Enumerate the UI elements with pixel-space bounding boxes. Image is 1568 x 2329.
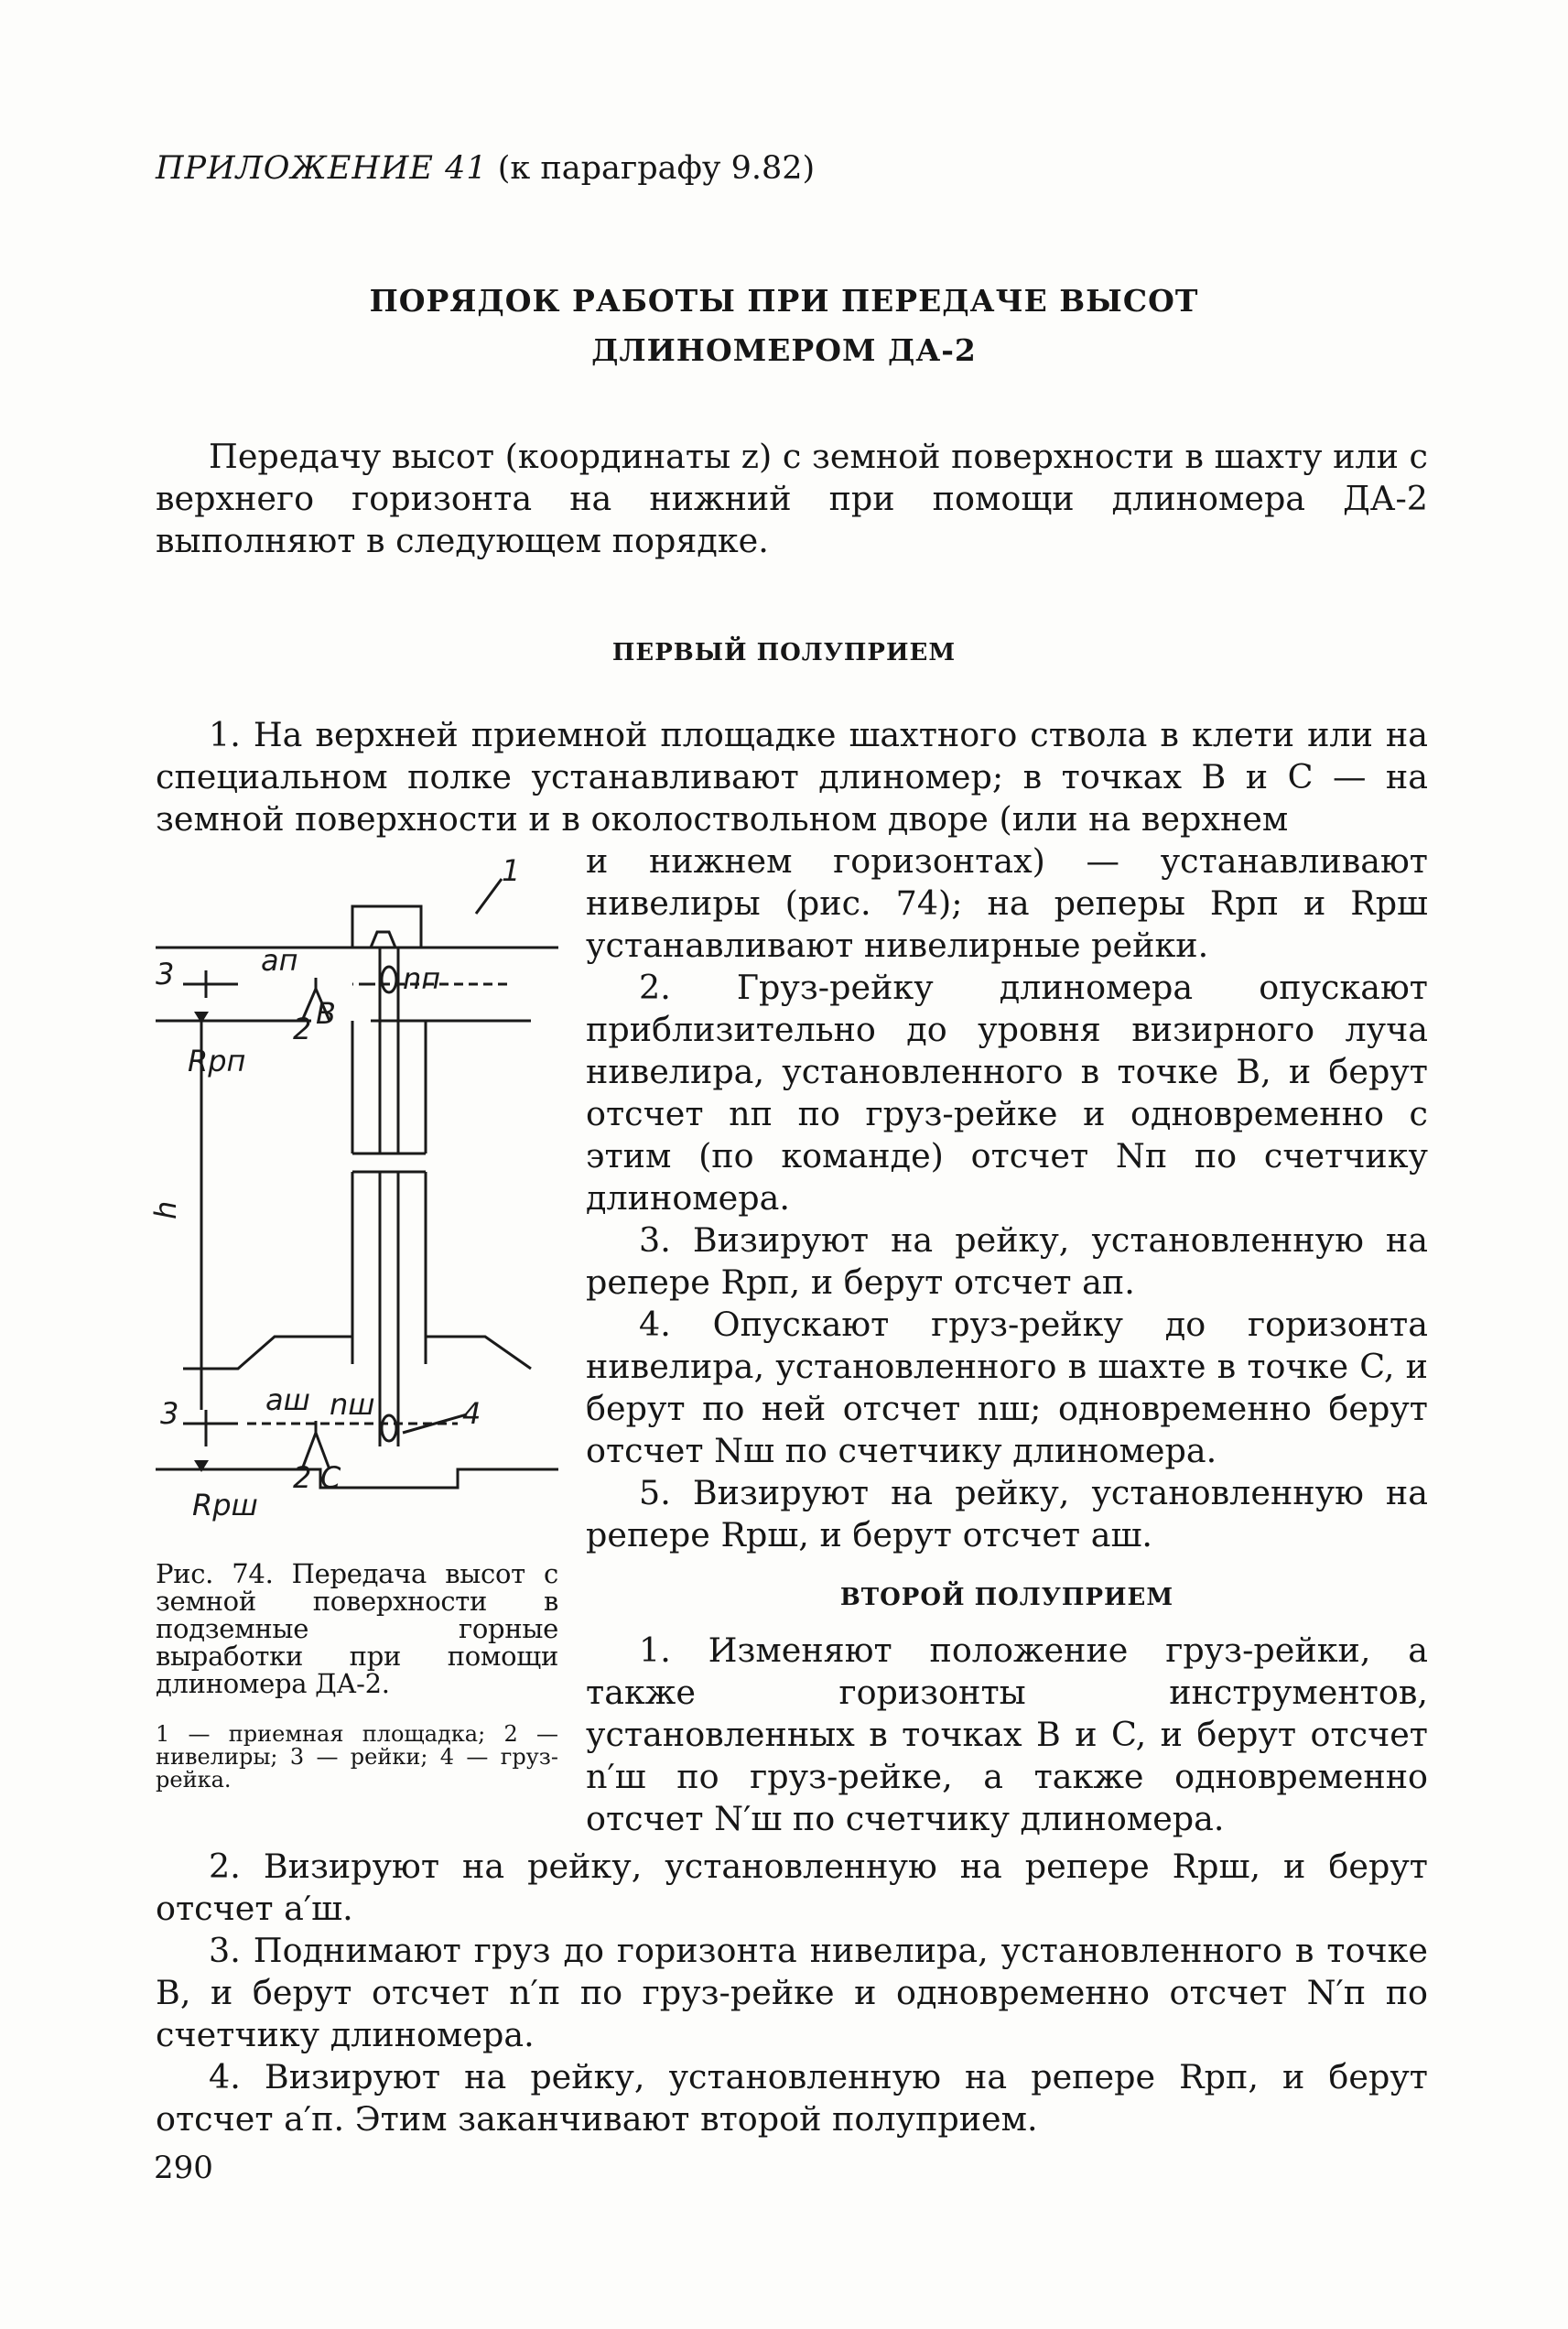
label-4: 4	[462, 1396, 481, 1431]
leader-line-1	[476, 879, 502, 914]
second-step3: 3. Поднимают груз до горизонта нивелира, установленного в точке B, и берут отсчет n′п по груз-рейке и одновременно отсчет N′п по счетчику длиномера.	[156, 1931, 1428, 2054]
receiving-platform	[352, 906, 421, 948]
label-1: 1	[502, 853, 521, 888]
first-step2: 2. Груз-рейку длиномера опускают приблизительно до уровня визирного луча нивелира, установленного в точке B, и берут отсчет nп по груз-рейке и одновременно с этим (по команде) отсчет Nп по счетчику длиномера.	[586, 968, 1428, 1218]
length-meter	[371, 932, 395, 948]
second-step2: 2. Визируют на рейку, установленную на репере Rpш, и берут отсчет a′ш.	[156, 1847, 1428, 1928]
appendix-reference: (к параграфу 9.82)	[497, 150, 816, 187]
title-line-2: ДЛИНОМЕРОМ ДА-2	[591, 332, 977, 368]
appendix-header	[156, 146, 815, 190]
first-step1-end: и нижнем горизонтах) — устанавливают нивелиры (рис. 74); на реперы Rpп и Rpш устанавливают нивелирные рейки.	[586, 841, 1428, 965]
label-rp-top: Rpп	[188, 1044, 246, 1078]
page-number: 290	[154, 2150, 213, 2186]
first-step1-full-width: 1. На верхней приемной площадке шахтного ствола в клети или на специальном полке устанавливают длиномер; в точках B и C — на земной поверхности и в околоствольном дворе (или на верхнем	[156, 715, 1428, 839]
label-rp-bottom: Rpш	[192, 1488, 258, 1522]
label-n-top: nп	[403, 961, 441, 996]
second-step1: 1. Изменяют положение груз-рейки, а также горизонты инструментов, установленных в точках B и C, и берут отсчет n′ш по груз-рейке, а также одновременно отсчет N′ш по счетчику длиномера.	[586, 1630, 1428, 1838]
figure-74-diagram	[148, 853, 558, 1556]
label-B: B	[316, 996, 336, 1031]
figure-legend: 1 — приемная площадка; 2 — нивелиры; 3 — рейки; 4 — груз-рейка.	[156, 1721, 558, 1793]
lower-horizon-roof-right	[426, 1337, 531, 1369]
lower-floor-line	[156, 1469, 558, 1488]
appendix-label: ПРИЛОЖЕНИЕ 41	[156, 150, 488, 187]
first-step4: 4. Опускают груз-рейку до горизонта нивелира, установленного в шахте в точке C, и берут по ней отсчет nш; одновременно берут отсчет Nш по счетчику длиномера.	[586, 1305, 1428, 1470]
label-3-top: 3	[156, 957, 175, 991]
label-3-bottom: 3	[160, 1396, 179, 1431]
first-step5: 5. Визируют на рейку, установленную на репере Rpш, и берут отсчет aш.	[586, 1473, 1428, 1554]
page-title	[0, 276, 1568, 375]
label-h: h	[148, 1200, 183, 1219]
second-steps-full-width	[156, 1846, 1428, 2140]
section-heading-second: ВТОРОЙ ПОЛУПРИЕМ	[839, 1584, 1174, 1611]
figure-caption: Рис. 74. Передача высот с земной поверхности в подземные горные выработки при помощи длиномера ДА-2.	[156, 1558, 558, 1699]
second-step4: 4. Визируют на рейку, установленную на репере Rpп, и берут отсчет a′п. Этим заканчивают второй полуприем.	[156, 2057, 1428, 2139]
label-n-bottom: nш	[330, 1387, 375, 1422]
label-2-top: 2	[293, 1012, 312, 1046]
section-heading-first: ПЕРВЫЙ ПОЛУПРИЕМ	[611, 639, 957, 666]
first-step3: 3. Визируют на рейку, установленную на репере Rpп, и берут отсчет aп.	[586, 1220, 1428, 1302]
lower-horizon-roof-left	[183, 1337, 352, 1369]
label-a-bottom: aш	[265, 1382, 310, 1417]
right-column-first	[586, 840, 1428, 1556]
plumb-bottom	[382, 1415, 396, 1441]
title-line-1: ПОРЯДОК РАБОТЫ ПРИ ПЕРЕДАЧЕ ВЫСОТ	[369, 283, 1199, 319]
label-2-bottom: 2	[293, 1460, 312, 1495]
intro-paragraph: Передачу высот (координаты z) с земной поверхности в шахту или с верхнего горизонта на нижний при помощи длиномера ДА-2 выполняют в следующем порядке.	[156, 437, 1428, 560]
plumb-top	[382, 967, 396, 992]
label-C: C	[320, 1460, 341, 1495]
label-a-top: aп	[261, 943, 298, 978]
